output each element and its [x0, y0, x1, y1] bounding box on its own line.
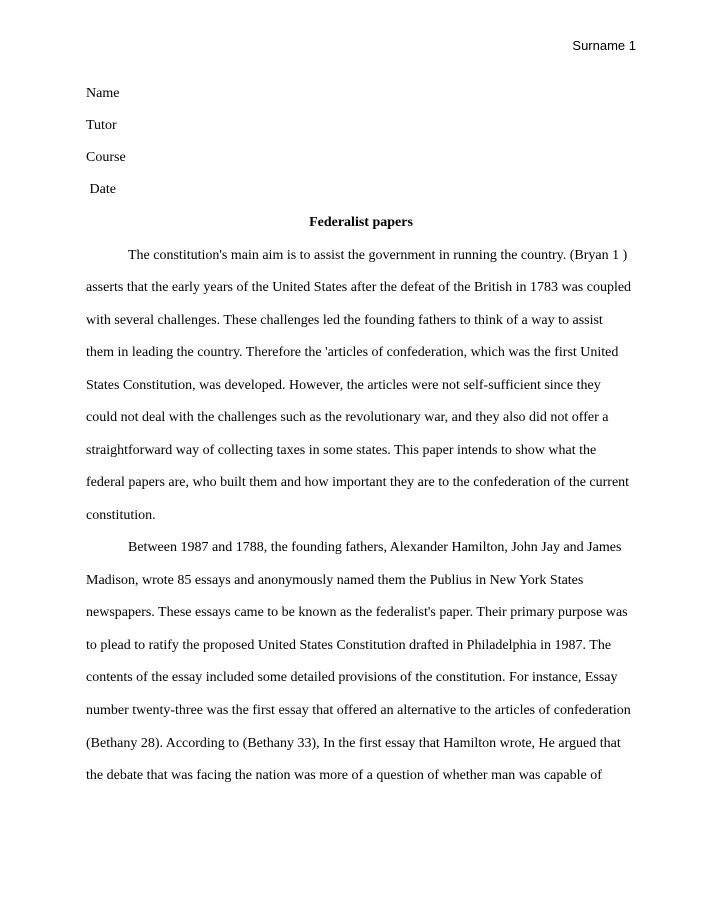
paragraph-line: newspapers. These essays came to be known as the federalist's paper. Their primary purpose was: [86, 605, 628, 620]
running-head: Surname 1: [572, 38, 636, 53]
paragraph-line: to plead to ratify the proposed United States Constitution drafted in Philadelphia in 1987. The: [86, 638, 612, 653]
paragraph-line: Between 1987 and 1788, the founding fathers, Alexander Hamilton, John Jay and James: [128, 540, 622, 555]
date-line: Date: [86, 182, 116, 197]
paragraph-line: federal papers are, who built them and how important they are to the confederation of the current: [86, 475, 630, 490]
paragraph-line: constitution.: [86, 508, 156, 523]
student-name: Name: [86, 86, 120, 101]
paragraph-line: (Bethany 28). According to (Bethany 33), In the first essay that Hamilton wrote, He argued that: [86, 736, 621, 751]
paragraph-line: Madison, wrote 85 essays and anonymously named them the Publius in New York States: [86, 573, 584, 588]
paragraph-line: asserts that the early years of the United States after the defeat of the British in 1783 was coupled: [86, 280, 632, 295]
paragraph-line: the debate that was facing the nation was more of a question of whether man was capable of: [86, 768, 602, 783]
paragraph-line: States Constitution, was developed. However, the articles were not self-sufficient since they: [86, 378, 601, 393]
essay-title: Federalist papers: [309, 215, 413, 230]
course-name: Course: [86, 150, 126, 165]
paragraph-line: The constitution's main aim is to assist the government in running the country. (Bryan 1 ): [128, 248, 628, 263]
paragraph-line: with several challenges. These challenges led the founding fathers to think of a way to assist: [86, 313, 603, 328]
paragraph-line: them in leading the country. Therefore the 'articles of confederation, which was the first United: [86, 345, 619, 360]
paragraph-line: could not deal with the challenges such as the revolutionary war, and they also did not offer a: [86, 410, 609, 425]
paragraph-line: straightforward way of collecting taxes in some states. This paper intends to show what the: [86, 443, 597, 458]
tutor-name: Tutor: [86, 118, 117, 133]
paragraph-line: contents of the essay included some detailed provisions of the constitution. For instance, Essay: [86, 670, 618, 685]
paragraph-line: number twenty-three was the first essay that offered an alternative to the articles of confederation: [86, 703, 631, 718]
